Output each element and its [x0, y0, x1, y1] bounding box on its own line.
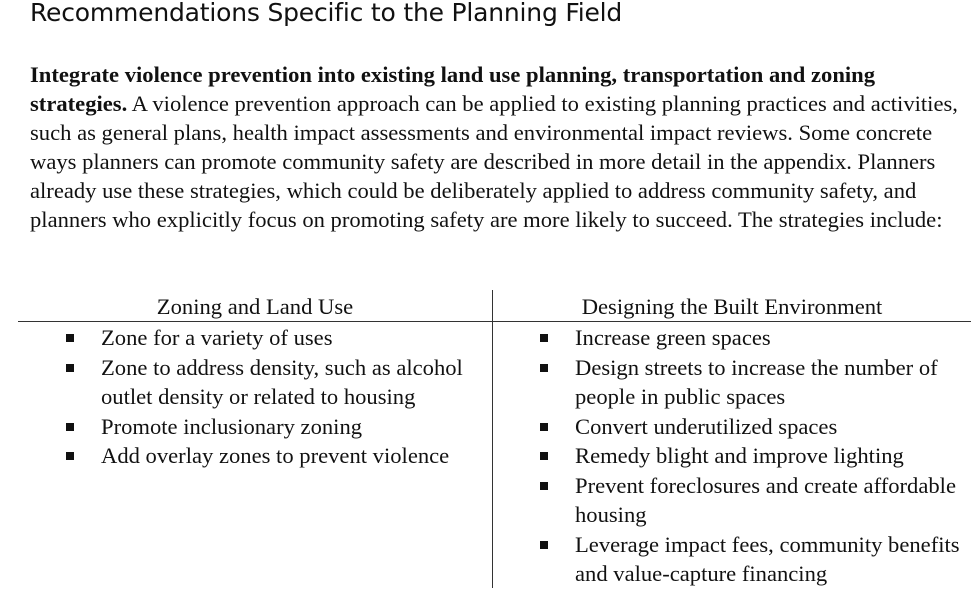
- list-item: [64, 353, 484, 412]
- square-bullet-icon: [66, 423, 74, 431]
- list-item-text: Zone to address density, such as alcohol outlet density or related to housing: [101, 354, 463, 409]
- list-item: [538, 412, 971, 442]
- section-heading: Recommendations Specific to the Planning Field: [30, 0, 623, 27]
- intro-paragraph: [30, 60, 960, 234]
- column-divider: [492, 290, 493, 588]
- column-header-zoning: Zoning and Land Use: [156, 294, 354, 319]
- list-item: [538, 471, 971, 530]
- list-item-text: Promote inclusionary zoning: [101, 413, 363, 439]
- column-header-built-environment: Designing the Built Environment: [581, 294, 883, 319]
- square-bullet-icon: [540, 364, 548, 372]
- list-item-text: Add overlay zones to prevent violence: [101, 443, 450, 468]
- built-environment-strategy-list: [538, 323, 971, 589]
- square-bullet-icon: [66, 334, 74, 342]
- list-item: [64, 412, 484, 442]
- square-bullet-icon: [66, 364, 74, 372]
- list-item: [538, 530, 971, 589]
- list-item-text: Increase green spaces: [575, 325, 771, 350]
- zoning-strategy-list: [64, 323, 484, 471]
- list-item: [64, 323, 484, 353]
- strategies-table: [18, 290, 971, 590]
- square-bullet-icon: [66, 452, 74, 460]
- list-item: [538, 353, 971, 412]
- header-divider: [18, 321, 971, 322]
- list-item-text: Zone for a variety of uses: [101, 325, 333, 350]
- intro-body-text: A violence prevention approach can be applied to existing planning practices and activities, such as general plans, health impact assessments and environmental impact reviews. Some concrete ways planners can promote community safety are described in more detail in the appendix. Planners already use these strategies, which could be deliberately applied to address community safety, and planners who explicitly focus on promoting safety are more likely to succeed. The strategies include:: [30, 91, 958, 232]
- list-item-text: Remedy blight and improve lighting: [575, 443, 904, 468]
- square-bullet-icon: [540, 541, 548, 549]
- list-item: [538, 441, 971, 471]
- list-item-text: Prevent foreclosures and create affordable housing: [575, 472, 956, 527]
- list-item-text: Leverage impact fees, community benefits and value-capture financing: [575, 531, 960, 586]
- intro-lead-sentence: Integrate violence prevention into existing land use planning, transportation and zoning strategies.: [30, 62, 876, 116]
- square-bullet-icon: [540, 334, 548, 342]
- list-item-text: Convert underutilized spaces: [575, 413, 838, 439]
- square-bullet-icon: [540, 452, 548, 460]
- list-item: [64, 441, 484, 471]
- list-item-text: Design streets to increase the number of people in public spaces: [575, 354, 938, 409]
- list-item: [538, 323, 971, 353]
- square-bullet-icon: [540, 423, 548, 431]
- square-bullet-icon: [540, 482, 548, 490]
